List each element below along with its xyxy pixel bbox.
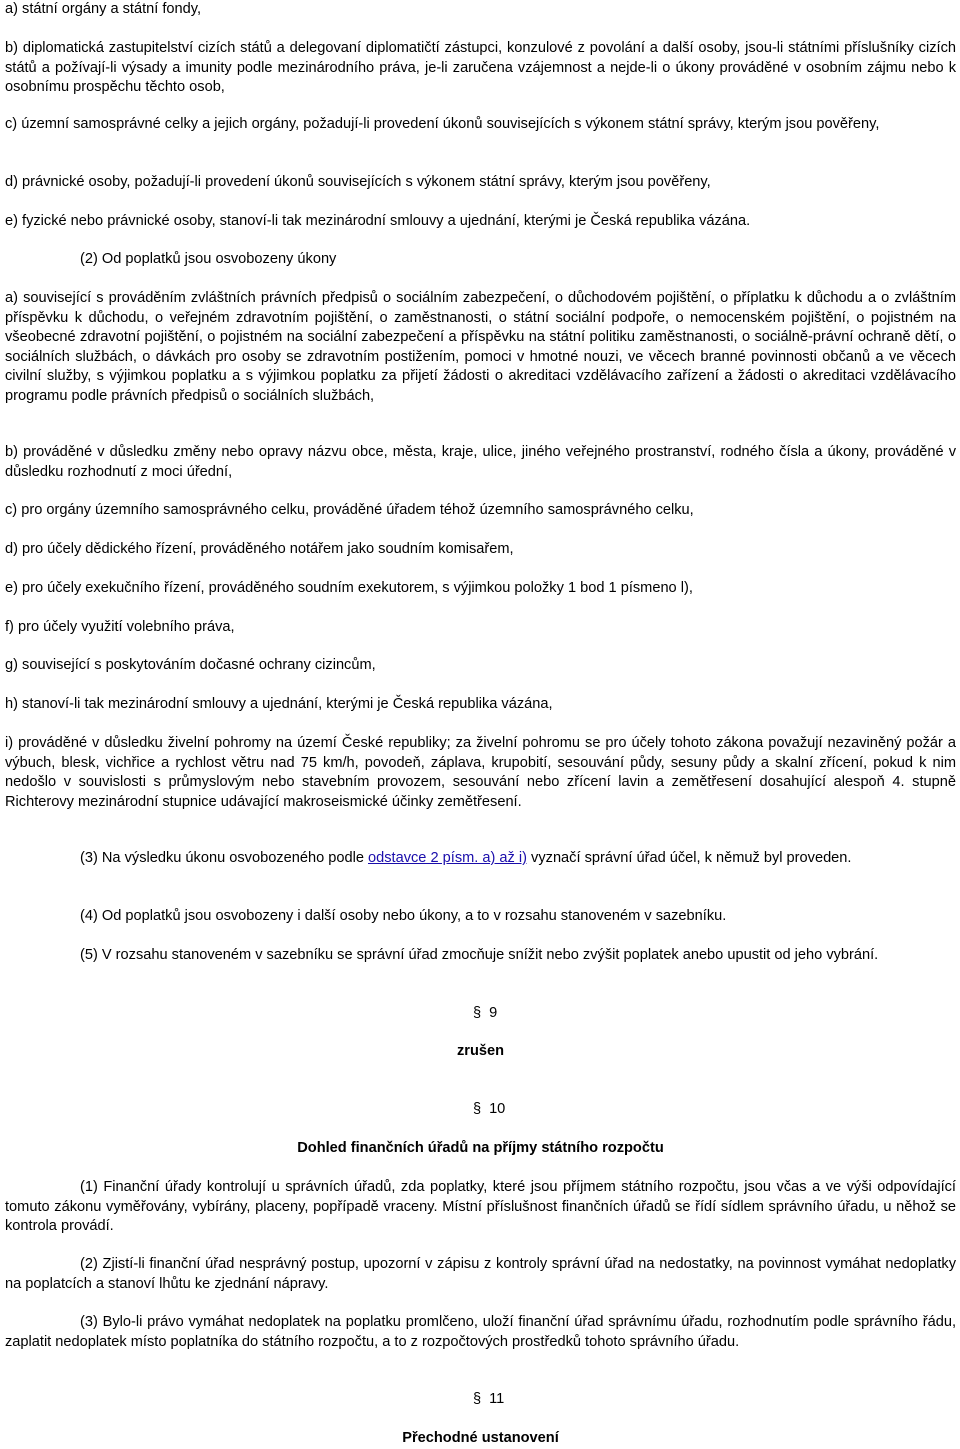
section-10-par2: (2) Zjistí-li finanční úřad nesprávný postup, upozorní v zápisu z kontroly správní úřad na nedostatky, na povinnost vymáhat nedoplatky na poplatcích a stanoví lhůtu ke zjednání nápravy. [5, 1256, 956, 1292]
section-9-title: zrušen [456, 1043, 505, 1059]
section-symbol: § [473, 1101, 482, 1117]
par2-item-f: f) pro účely využití volebního práva, [5, 619, 235, 635]
par1-item-d: d) právnické osoby, požadují-li provedení úkonů souvisejících s výkonem státní správy, kterým jsou pověřeny, [5, 174, 711, 190]
par2-item-i: i) prováděné v důsledku živelní pohromy na území České republiky; za živelní pohromu se pro účely tohoto zákona považují nezaviněný požár a výbuch, blesk, vichřice a rychlost větru nad 75 km/h, povodeň, záplava, krupobití, sesouvání půdy, sesuny půdy a skalní zřícení, pokud k nim nedošlo v souvislosti s průmyslovým nebo stavebním provozem, sesouvání nebo zřícení lavin a zemětřesení dosahující alespoň 4. stupně Richterovy mezinárodní stupnice udávající makroseismické účinky zemětřesení. [5, 735, 956, 810]
par1-item-b: b) diplomatická zastupitelství cizích států a delegovaní diplomatičtí zástupci, konzulové z povolání a další osoby, jsou-li státními příslušníky cizích států a požívají-li výsady a imunity podle mezinárodního práva, je-li zaručena vzájemnost a nejde-li o úkony prováděné v osobním zájmu nebo k osobnímu prospěchu těchto osob, [5, 40, 956, 95]
section-symbol: § [473, 1391, 482, 1407]
par2-item-d: d) pro účely dědického řízení, prováděného notářem jako soudním komisařem, [5, 541, 514, 557]
par1-item-c: c) územní samosprávné celky a jejich orgány, požadují-li provedení úkonů souvisejících s výkonem státní správy, kterým jsou pověřeny, [5, 116, 880, 132]
par2-item-a: a) související s prováděním zvláštních právních předpisů o sociálním zabezpečení, o důchodovém pojištění, o příplatku k důchodu a o zvláštním příspěvku k důchodu, o veřejném zdravotním pojištění, o zaměstnanosti, o státní sociální podpoře, o nemocenském pojištění, o pojistném na všeobecné zdravotní pojištění, o pojistném na sociální zabezpečení a příspěvku na státní politiku zaměstnanosti, o sociálně-právní ochraně dětí, o sociálních službách, o dávkách pro osoby se zdravotním postižením, pomoci v hmotné nouzi, ve věcech branné povinnosti občanů a ve věcech civilní služby, s výjimkou poplatku a s výjimkou poplatku za přijetí žádosti o akreditaci vzdělávacího zařízení a žádosti o akreditaci vzdělávacího programu podle právních předpisů o sociálních službách, [5, 290, 956, 404]
section-9-mark [473, 1004, 497, 1024]
section-number: 9 [489, 1005, 498, 1021]
section-10-par3: (3) Bylo-li právo vymáhat nedoplatek na poplatku promlčeno, uloží finanční úřad správnímu úřadu, rozhodnutím podle správního řádu, zaplatit nedoplatek místo poplatníka do státního rozpočtu, a to z rozpočtových prostředků tohoto správního úřadu. [5, 1314, 956, 1350]
par2-item-b: b) prováděné v důsledku změny nebo opravy názvu obce, města, kraje, ulice, jiného veřejného prostranství, rodného čísla a úkony, prováděné v důsledku rozhodnutí z moci úřední, [5, 444, 956, 480]
par2-intro: (2) Od poplatků jsou osvobozeny úkony [80, 251, 337, 267]
section-11-title: Přechodné ustanovení [402, 1430, 559, 1446]
par2-item-c: c) pro orgány územního samosprávného celku, prováděné úřadem téhož územního samosprávného celku, [5, 502, 694, 518]
section-10-par1: (1) Finanční úřady kontrolují u správních úřadů, zda poplatky, které jsou příjmem státního rozpočtu, jsou včas a ve výši odpovídající tomuto zákonu vyměřovány, vybírány, placeny, popřípadě vraceny. Místní příslušnost finančních úřadů se řídí sídlem správního úřadu, u něhož se kontrola provádí. [5, 1179, 956, 1234]
par3-after: vyznačí správní úřad účel, k němuž byl proveden. [527, 850, 852, 866]
par4: (4) Od poplatků jsou osvobozeny i další osoby nebo úkony, a to v rozsahu stanoveném v sazebníku. [80, 908, 727, 924]
par1-item-a: a) státní orgány a státní fondy, [5, 1, 202, 17]
par3-link[interactable]: odstavce 2 písm. a) až i) [368, 850, 527, 866]
section-number: 10 [489, 1101, 506, 1117]
par2-item-e: e) pro účely exekučního řízení, prováděného soudním exekutorem, s výjimkou položky 1 bod 1 písmeno l), [5, 580, 693, 596]
section-symbol: § [473, 1005, 482, 1021]
par5: (5) V rozsahu stanoveném v sazebníku se správní úřad zmocňuje snížit nebo zvýšit poplatek anebo upustit od jeho vybrání. [80, 947, 879, 963]
par1-item-e: e) fyzické nebo právnické osoby, stanoví-li tak mezinárodní smlouvy a ujednání, kterými je Česká republika vázána. [5, 213, 751, 229]
section-11-mark [473, 1390, 504, 1410]
section-10-title: Dohled finančních úřadů na příjmy státního rozpočtu [297, 1140, 664, 1156]
par3 [5, 849, 956, 869]
par3-before: (3) Na výsledku úkonu osvobozeného podle [80, 850, 369, 866]
par2-item-h: h) stanoví-li tak mezinárodní smlouvy a ujednání, kterými je Česká republika vázána, [5, 696, 553, 712]
par2-item-g: g) související s poskytováním dočasné ochrany cizincům, [5, 657, 376, 673]
section-10-mark [473, 1100, 505, 1120]
section-number: 11 [489, 1391, 505, 1407]
